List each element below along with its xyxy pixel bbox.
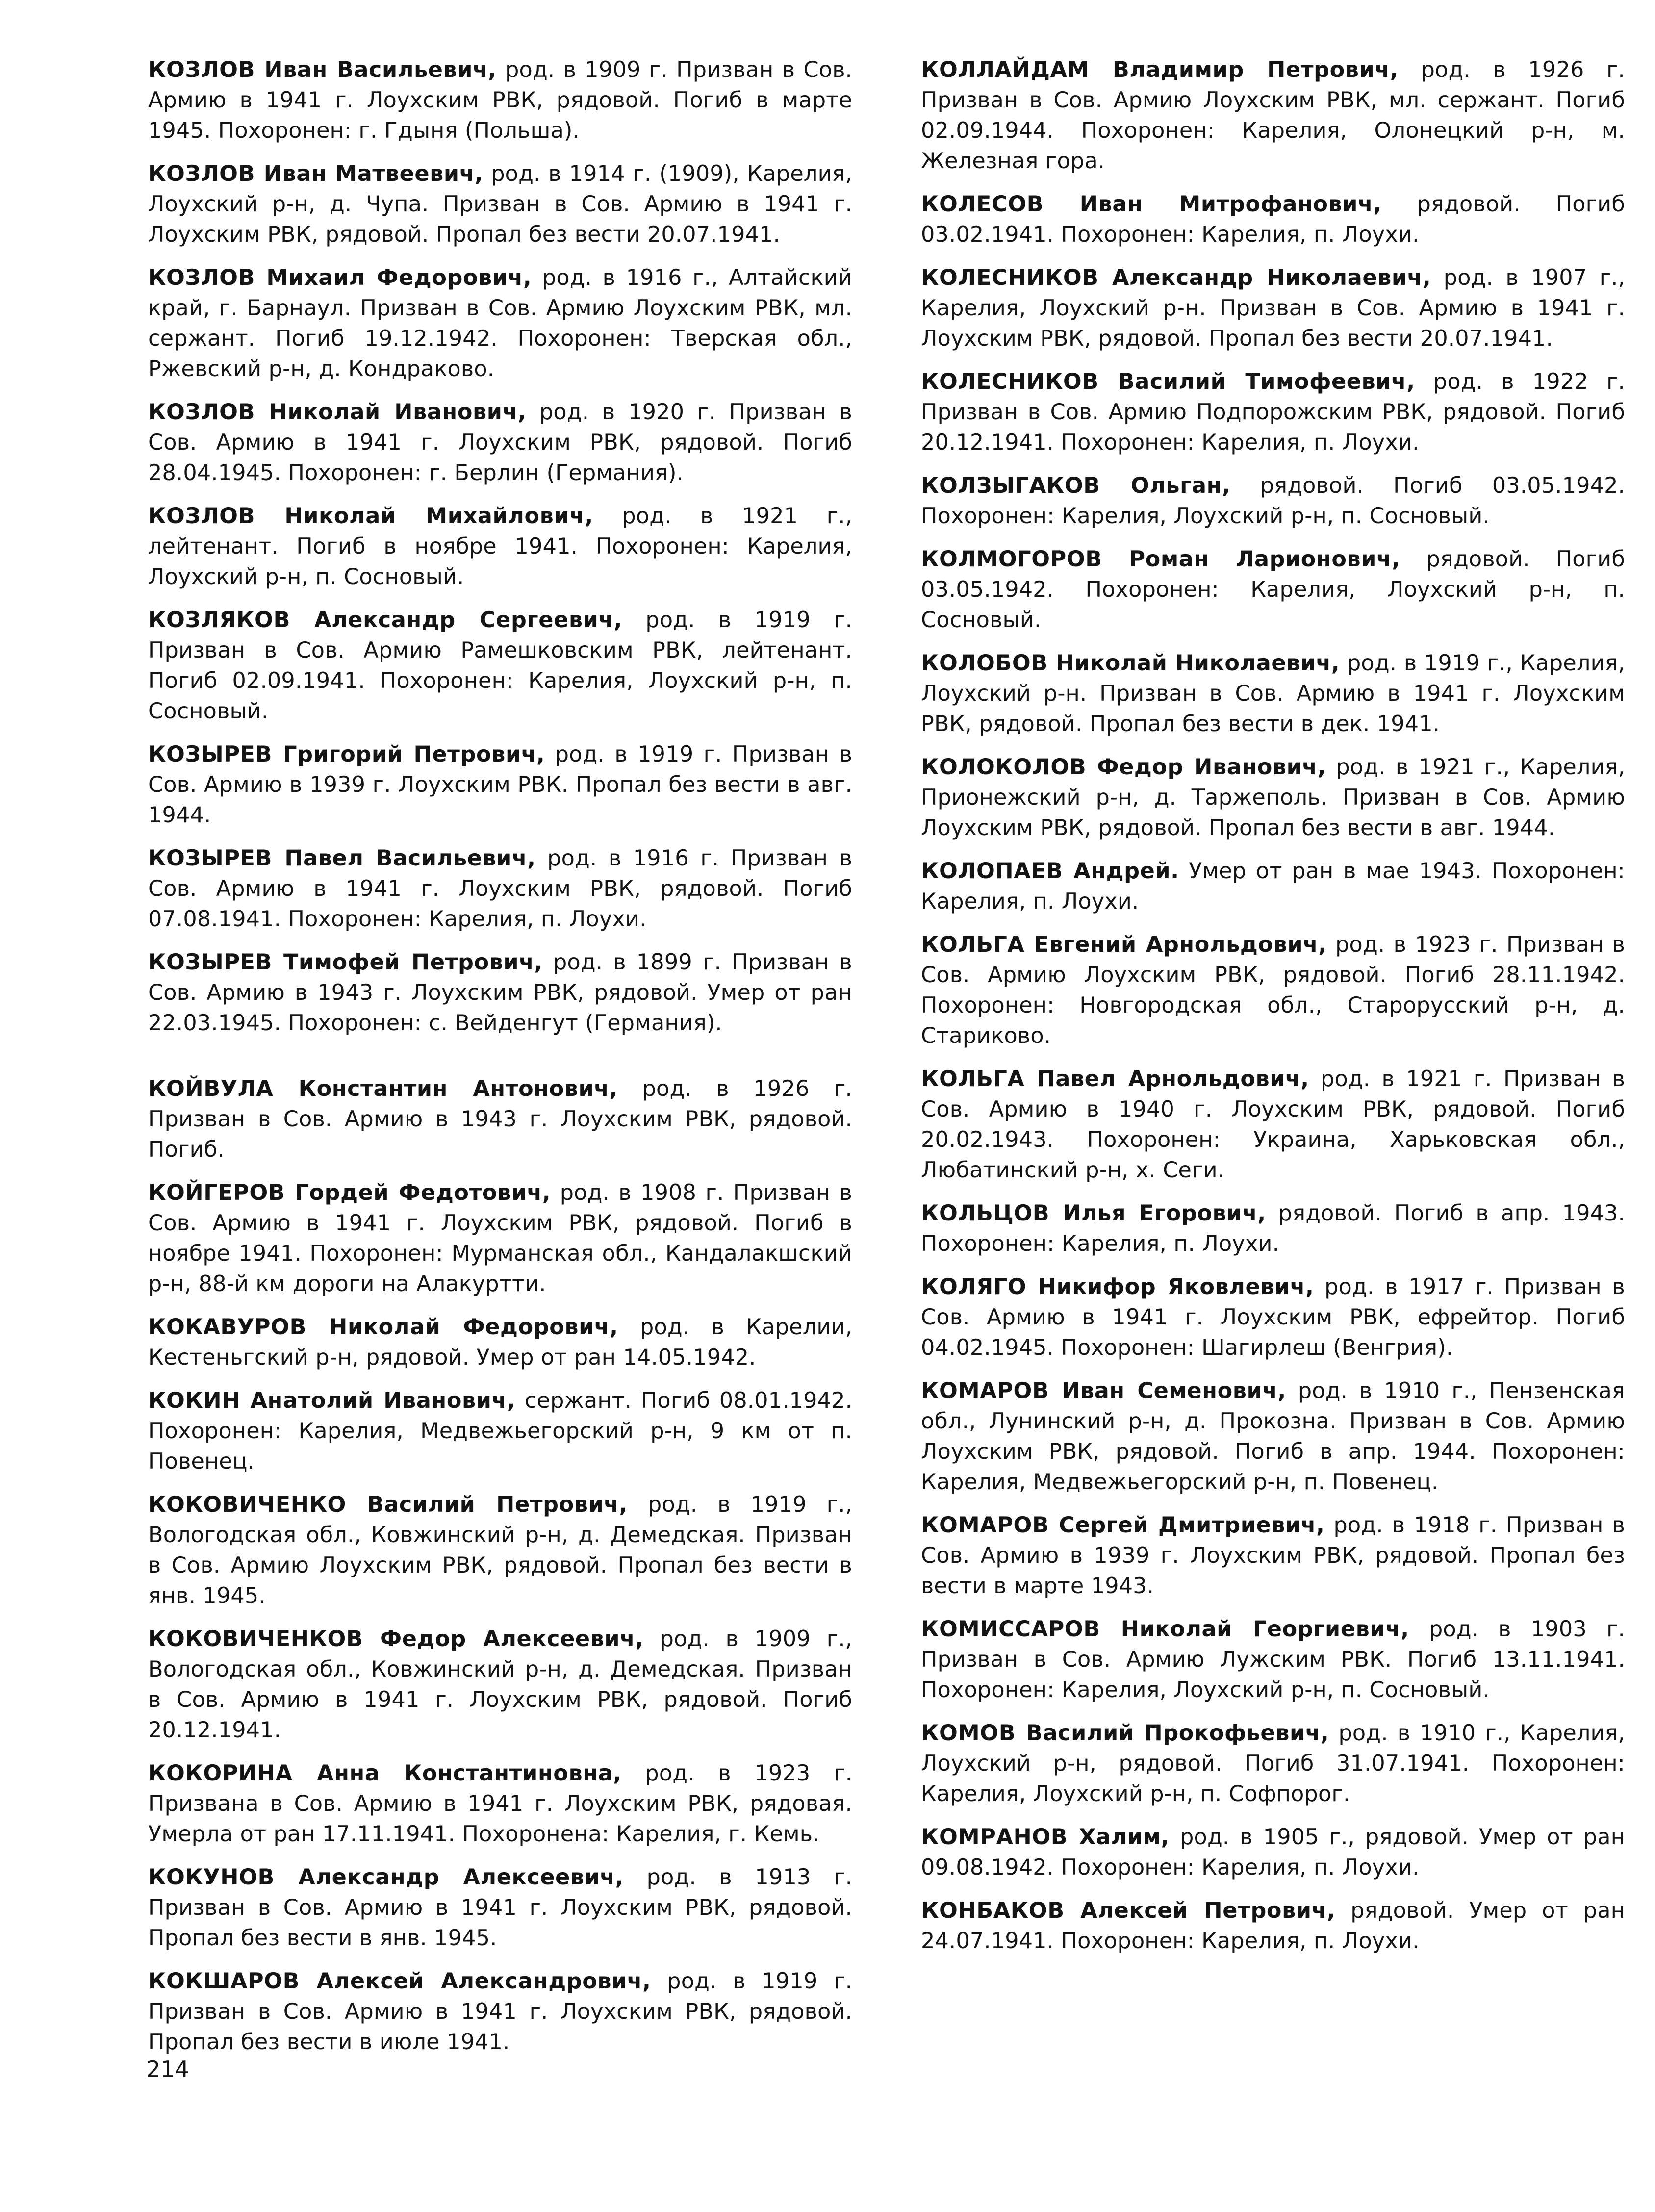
entry — [921, 1198, 1625, 1259]
entry — [921, 648, 1625, 739]
entry-name: КОКОВИЧЕНКОВ Федор Алексеевич, — [148, 1627, 644, 1652]
entry-name: КОЛЬГА Павел Арнольдович, — [921, 1067, 1309, 1092]
entry — [921, 752, 1625, 843]
entry-name: КОЗЛОВ Николай Михайлович, — [148, 504, 593, 529]
entry — [921, 55, 1625, 177]
right-column — [921, 55, 1625, 1969]
entry-text: род. в 1917 г. Призван в Сов. Армию в 1941 г. Лоухским РВК, ефрейтор. Погиб 04.02.1945. Похоронен: Шагирлеш (Венгрия). — [921, 1274, 1625, 1360]
entry — [921, 544, 1625, 636]
entry-name: КОМРАНОВ Халим, — [921, 1825, 1170, 1850]
entry — [921, 1896, 1625, 1957]
entry-name: КОЛОКОЛОВ Федор Иванович, — [921, 755, 1326, 780]
entry — [148, 1758, 852, 1850]
entry-text: род. в 1919 г. Призван в Сов. Армию в 1939 г. Лоухским РВК. Пропал без вести в авг. 1944. — [148, 742, 852, 828]
entry-name: КОНБАКОВ Алексей Петрович, — [921, 1898, 1336, 1923]
entry-text: род. в 1905 г., рядовой. Умер от ран 09.08.1942. Похоронен: Карелия, п. Лоухи. — [921, 1825, 1625, 1880]
page-number: 214 — [146, 2056, 189, 2083]
entry-text: род. в Карелии, Кестеньгский р-н, рядовой. Умер от ран 14.05.1942. — [148, 1315, 852, 1370]
entry — [148, 843, 852, 935]
entry-text: род. в 1921 г. Призван в Сов. Армию в 1940 г. Лоухским РВК, рядовой. Погиб 20.02.1943. Похоронен: Украина, Харьковская обл., Любатинский р-н, х. Сеги. — [921, 1067, 1625, 1183]
entry-text: род. в 1923 г. Призван в Сов. Армию Лоухским РВК, рядовой. Погиб 28.11.1942. Похоронен: Новгородская обл., Старорусский р-н, д. Стариково. — [921, 932, 1625, 1048]
entry-name: КОЗЛОВ Михаил Федорович, — [148, 265, 532, 290]
entry-name: КОЛЬЦОВ Илья Егорович, — [921, 1201, 1266, 1226]
entry — [148, 55, 852, 146]
entry — [148, 397, 852, 488]
entry-name: КОЛЕСОВ Иван Митрофанович, — [921, 192, 1382, 217]
entry-text: род. в 1919 г. Призван в Сов. Армию Рамешковским РВК, лейтенант. Погиб 02.09.1941. Похоронен: Карелия, Лоухский р-н, п. Сосновый. — [148, 608, 853, 724]
entry-text: род. в 1916 г. Призван в Сов. Армию в 1941 г. Лоухским РВК, рядовой. Погиб 07.08.1941. Похоронен: Карелия, п. Лоухи. — [148, 846, 852, 932]
entry-text: род. в 1907 г., Карелия, Лоухский р-н. Призван в Сов. Армию в 1941 г. Лоухским РВК, рядовой. Пропал без вести 20.07.1941. — [921, 265, 1625, 351]
entry-text: род. в 1922 г. Призван в Сов. Армию Подпорожским РВК, рядовой. Погиб 20.12.1941. Похоронен: Карелия, п. Лоухи. — [921, 369, 1625, 455]
entry-text: род. в 1910 г., Карелия, Лоухский р-н, рядовой. Погиб 31.07.1941. Похоронен: Карелия, Лоухский р-н, п. Софпорог. — [921, 1721, 1625, 1806]
entry-name: КОЗЫРЕВ Тимофей Петрович, — [148, 950, 543, 975]
entry-text: род. в 1919 г., Вологодская обл., Ковжинский р-н, д. Демедская. Призван в Сов. Армию Лоухским РВК, рядовой. Пропал без вести в янв. 1945. — [148, 1492, 852, 1608]
entry-name: КОЗЛЯКОВ Александр Сергеевич, — [148, 608, 623, 633]
entry-text: рядовой. Погиб 03.05.1942. Похоронен: Карелия, Лоухский р-н, п. Сосновый. — [921, 473, 1625, 529]
entry-name: КОЙГЕРОВ Гордей Федотович, — [148, 1180, 551, 1205]
entry — [148, 501, 852, 592]
entry-name: КОКУНОВ Александр Алексеевич, — [148, 1865, 624, 1890]
entry-text: род. в 1921 г., лейтенант. Погиб в ноябре 1941. Похоронен: Карелия, Лоухский р-н, п. Сосновый. — [148, 504, 852, 589]
entry-text: род. в 1926 г. Призван в Сов. Армию в 1943 г. Лоухским РВК, рядовой. Погиб. — [148, 1076, 852, 1162]
entry-name: КОЛЛАЙДАМ Владимир Петрович, — [921, 57, 1399, 82]
entry — [921, 367, 1625, 458]
entry — [921, 471, 1625, 532]
entry — [148, 263, 852, 384]
entry-text: род. в 1910 г., Пензенская обл., Лунинский р-н, д. Прокозна. Призван в Сов. Армию Лоухским РВК, рядовой. Погиб в апр. 1944. Похоронен: Карелия, Медвежьегорский р-н, п. Повенец. — [921, 1378, 1625, 1495]
entry-text: род. в 1903 г. Призван в Сов. Армию Лужским РВК. Погиб 13.11.1941. Похоронен: Карелия, Лоухский р-н, п. Сосновый. — [921, 1617, 1625, 1703]
entry — [921, 1064, 1625, 1186]
entry-name: КОЛЕСНИКОВ Василий Тимофеевич, — [921, 369, 1415, 394]
entry-text: рядовой. Погиб 03.05.1942. Похоронен: Карелия, Лоухский р-н, п. Сосновый. — [921, 547, 1625, 633]
entry-text: род. в 1899 г. Призван в Сов. Армию в 1943 г. Лоухским РВК, рядовой. Умер от ран 22.03.1945. Похоронен: с. Вейденгут (Германия). — [148, 950, 852, 1036]
entry-text: род. в 1918 г. Призван в Сов. Армию в 1939 г. Лоухским РВК, рядовой. Пропал без вести в марте 1943. — [921, 1513, 1625, 1599]
entry-name: КОМАРОВ Иван Семенович, — [921, 1378, 1286, 1403]
entry-name: КОЛЕСНИКОВ Александр Николаевич, — [921, 265, 1431, 290]
entry — [921, 1510, 1625, 1602]
entry — [148, 605, 852, 727]
entry — [148, 1178, 852, 1299]
entry-text: Умер от ран в мае 1943. Похоронен: Карелия, п. Лоухи. — [921, 859, 1625, 914]
entry — [148, 1624, 852, 1746]
entry — [148, 1386, 852, 1477]
entry-name: КОМИССАРОВ Николай Георгиевич, — [921, 1617, 1409, 1642]
entry — [148, 1490, 852, 1611]
entry — [921, 189, 1625, 250]
entry-name: КОЗЛОВ Николай Иванович, — [148, 400, 527, 425]
entry-name: КОЛМОГОРОВ Роман Ларионович, — [921, 547, 1400, 572]
entry — [921, 1822, 1625, 1883]
entry-name: КОЗЫРЕВ Григорий Петрович, — [148, 742, 545, 767]
entry-name: КОЙВУЛА Константин Антонович, — [148, 1076, 618, 1101]
entry — [148, 1966, 852, 2058]
entry-name: КОМОВ Василий Прокофьевич, — [921, 1721, 1329, 1746]
entry — [921, 856, 1625, 917]
entry-name: КОКИН Анатолий Иванович, — [148, 1388, 516, 1413]
entry-text: род. в 1920 г. Призван в Сов. Армию в 1941 г. Лоухским РВК, рядовой. Погиб 28.04.1945. Похоронен: г. Берлин (Германия). — [148, 400, 852, 485]
entry-text: род. в 1914 г. (1909), Карелия, Лоухский р-н, д. Чупа. Призван в Сов. Армию в 1941 г. Лоухским РВК, рядовой. Пропал без вести 20.07.1941. — [148, 161, 853, 247]
entry-name: КОЗЛОВ Иван Васильевич, — [148, 57, 497, 82]
entry — [148, 1862, 852, 1954]
entry-text: род. в 1923 г. Призвана в Сов. Армию в 1941 г. Лоухским РВК, рядовая. Умерла от ран 17.11.1941. Похоронена: Карелия, г. Кемь. — [148, 1761, 852, 1847]
entry-name: КОЛЗЫГАКОВ Ольган, — [921, 473, 1231, 498]
entry-name: КОКШАРОВ Алексей Александрович, — [148, 1969, 651, 1994]
entry-text: рядовой. Умер от ран 24.07.1941. Похоронен: Карелия, п. Лоухи. — [921, 1898, 1625, 1954]
entry-name: КОМАРОВ Сергей Дмитриевич, — [921, 1513, 1325, 1538]
entry-name: КОЛЯГО Никифор Яковлевич, — [921, 1274, 1314, 1299]
entry-text: род. в 1913 г. Призван в Сов. Армию в 1941 г. Лоухским РВК, рядовой. Пропал без вести в янв. 1945. — [148, 1865, 852, 1951]
entry-name: КОЗЫРЕВ Павел Васильевич, — [148, 846, 536, 871]
entry-name: КОЛЬГА Евгений Арнольдович, — [921, 932, 1327, 957]
entry — [921, 930, 1625, 1051]
entry — [921, 1614, 1625, 1705]
entry — [148, 1074, 852, 1165]
entry-name: КОКОВИЧЕНКО Василий Петрович, — [148, 1492, 628, 1517]
entry-name: КОЛОПАЕВ Андрей. — [921, 859, 1179, 884]
entry-text: род. в 1908 г. Призван в Сов. Армию в 1941 г. Лоухским РВК, рядовой. Погиб в ноябре 1941. Похоронен: Мурманская обл., Кандалакшский р-н, 88-й км дороги на Алакуртти. — [148, 1180, 852, 1297]
entry-text: род. в 1921 г., Карелия, Прионежский р-н, д. Таржеполь. Призван в Сов. Армию Лоухским РВК, рядовой. Пропал без вести в авг. 1944. — [921, 755, 1626, 840]
entry-name: КОКОРИНА Анна Константиновна, — [148, 1761, 622, 1786]
entry — [148, 947, 852, 1039]
entry-name: КОКАВУРОВ Николай Федорович, — [148, 1315, 618, 1340]
entry — [921, 1718, 1625, 1809]
entry-text: сержант. Погиб 08.01.1942. Похоронен: Карелия, Медвежьегорский р-н, 9 км от п. Повенец. — [148, 1388, 852, 1474]
entry-text: род. в 1926 г. Призван в Сов. Армию Лоухским РВК, мл. сержант. Погиб 02.09.1944. Похоронен: Карелия, Олонецкий р-н, м. Железная гора. — [921, 57, 1626, 174]
entry-text: род. в 1919 г. Призван в Сов. Армию в 1941 г. Лоухским РВК, рядовой. Пропал без вести в июле 1941. — [148, 1969, 852, 2055]
left-column — [148, 55, 852, 2070]
entry-text: род. в 1909 г. Призван в Сов. Армию в 1941 г. Лоухским РВК, рядовой. Погиб в марте 1945. Похоронен: г. Гдыня (Польша). — [148, 57, 852, 143]
entry — [148, 739, 852, 831]
entry — [148, 1312, 852, 1373]
entry-text: род. в 1919 г., Карелия, Лоухский р-н. Призван в Сов. Армию в 1941 г. Лоухским РВК, рядовой. Пропал без вести в дек. 1941. — [921, 651, 1625, 737]
entry-text: род. в 1909 г., Вологодская обл., Ковжинский р-н, д. Демедская. Призван в Сов. Армию в 1941 г. Лоухским РВК, рядовой. Погиб 20.12.1941. — [148, 1627, 853, 1743]
entry — [921, 1272, 1625, 1363]
entry-text: род. в 1916 г., Алтайский край, г. Барнаул. Призван в Сов. Армию Лоухским РВК, мл. сержант. Погиб 19.12.1942. Похоронен: Тверская обл., Ржевский р-н, д. Кондраково. — [148, 265, 852, 381]
entry-text: рядовой. Погиб 03.02.1941. Похоронен: Карелия, п. Лоухи. — [921, 192, 1625, 247]
entry-name: КОЛОБОВ Николай Николаевич, — [921, 651, 1340, 676]
entry-text: рядовой. Погиб в апр. 1943. Похоронен: Карелия, п. Лоухи. — [921, 1201, 1625, 1256]
entry — [148, 159, 852, 250]
entry — [921, 1376, 1625, 1498]
entry — [921, 263, 1625, 354]
entry-name: КОЗЛОВ Иван Матвеевич, — [148, 161, 484, 186]
